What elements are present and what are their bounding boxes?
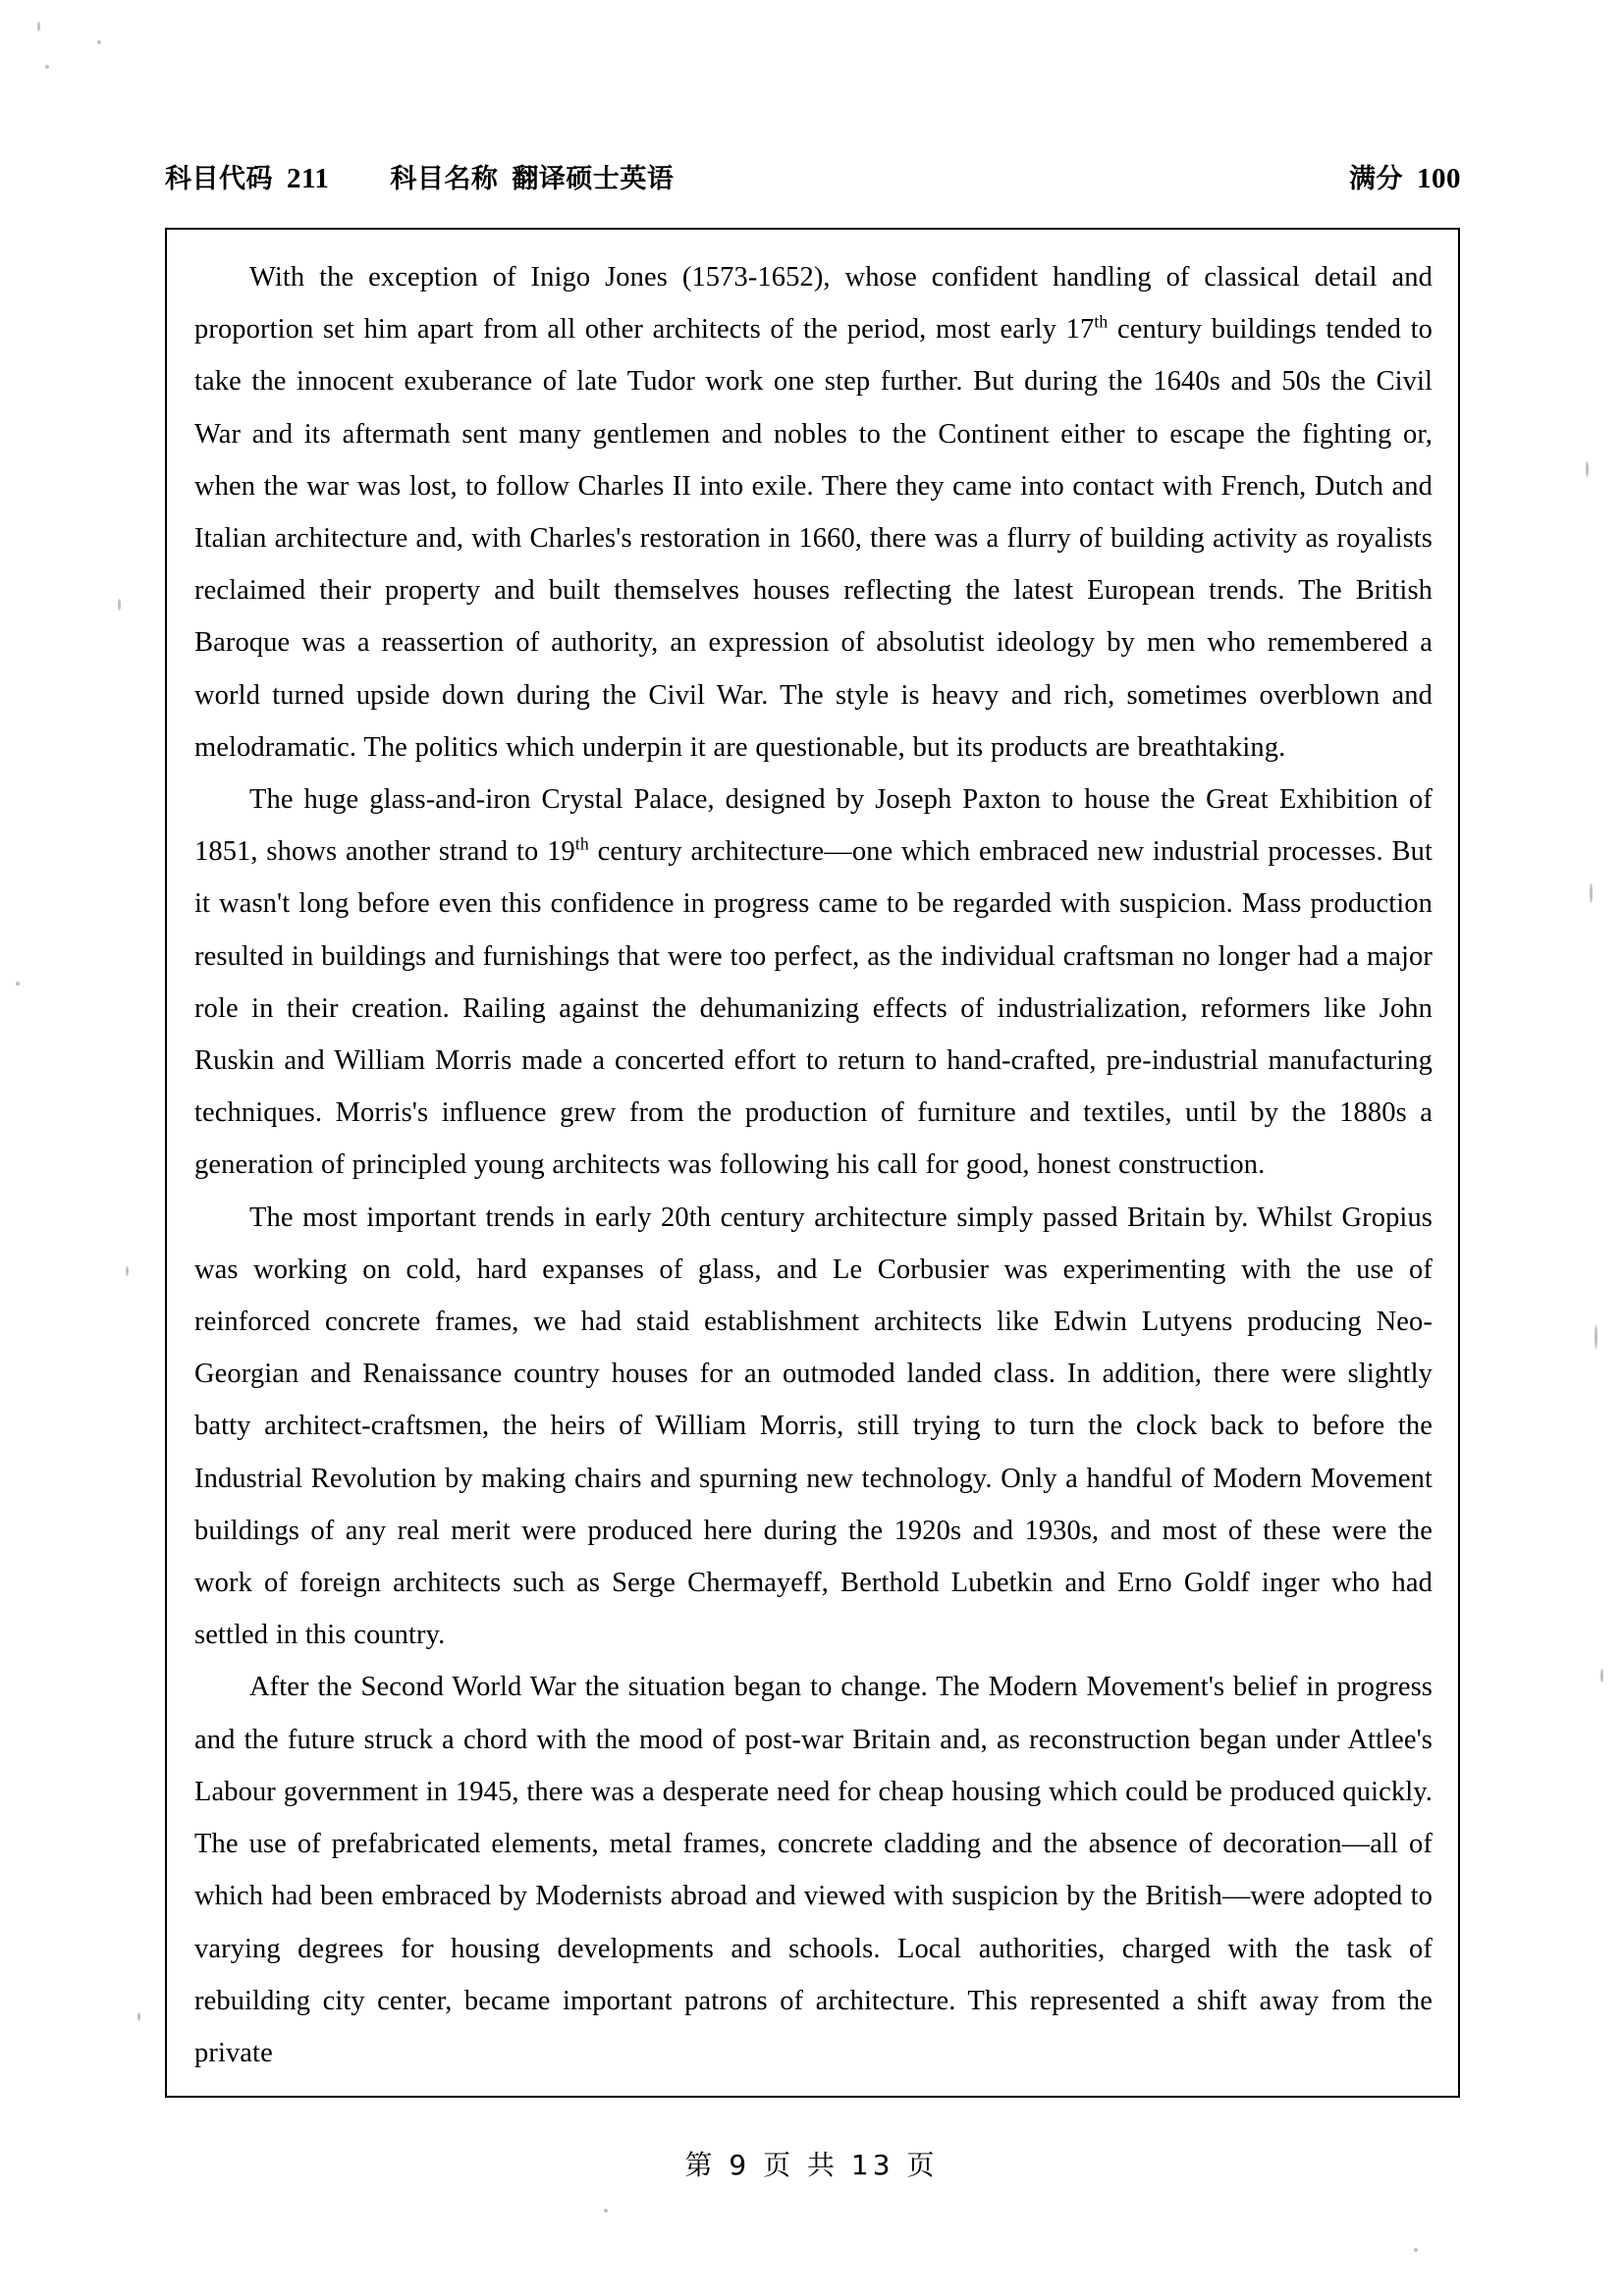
full-marks-value: 100 [1417,163,1461,194]
paragraph-1 [194,251,1433,774]
page-number-text: 第 9 页 共 13 页 [684,2149,939,2181]
page-footer [0,2144,1623,2183]
passage-text [167,230,1458,2079]
paragraph-2-text-b: century architecture—one which embraced new industrial processes. But it wasn't long before even this confidence in progress came to be regarded with suspicion. Mass production resulted in buildings and furnishings that were too perfect, as the individual craftsman no longer had a major role in their creation. Railing against the dehumanizing effects of industrialization, reformers like John Ruskin and William Morris made a concerted effort to return to hand-crafted, pre-industrial manufacturing techniques. Morris's influence grew from the production of furniture and textiles, until by the 1880s a generation of principled young architects was following his call for good, honest construction. [194,836,1433,1181]
paragraph-4-text-a: After the Second World War the situation began to change. The Modern Movement's belief in progress and the future struck a chord with the mood of post-war Britain and, as reconstruction began under Attlee's Labour government in 1945, there was a desperate need for cheap housing which could be produced quickly. The use of prefabricated elements, metal frames, concrete cladding and the absence of decoration—all of which had been embraced by Modernists abroad and viewed with suspicion by the British—were adopted to varying degrees for housing developments and schools. Local authorities, charged with the task of rebuilding city center, became important patrons of architecture. This represented a shift away from the private [194,1672,1433,2068]
full-marks-group [1349,157,1461,195]
paragraph-1-text-a: With the exception of Inigo Jones (1573-1652), whose confident handling of classical detail and proportion set him apart from all other architects of the period, most early 17 [194,262,1433,346]
paragraph-2-text-a: The huge glass-and-iron Crystal Palace, designed by Joseph Paxton to house the Great Exhibition of 1851, shows another strand to 19 [194,784,1433,868]
paragraph-4 [194,1661,1433,2079]
exam-header [165,157,1461,195]
paragraph-1-superscript: th [1094,311,1109,332]
paragraph-3 [194,1192,1433,1662]
subject-code-label: 科目代码 [165,164,273,194]
full-marks-label: 满分 [1349,164,1403,194]
subject-code-group [165,157,329,195]
paragraph-2 [194,774,1433,1192]
paragraph-1-text-b: century buildings tended to take the innocent exuberance of late Tudor work one step further. But during the 1640s and 50s the Civil War and its aftermath sent many gentlemen and nobles to the Continent either to escape the fighting or, when the war was lost, to follow Charles II into exile. There they came into contact with French, Dutch and Italian architecture and, with Charles's restoration in 1660, there was a flurry of building activity as royalists reclaimed their property and built themselves houses reflecting the latest European trends. The British Baroque was a reassertion of authority, an expression of absolutist ideology by men who remembered a world turned upside down during the Civil War. The style is heavy and rich, sometimes overblown and melodramatic. The politics which underpin it are questionable, but its products are breathtaking. [194,314,1433,763]
paragraph-3-text-a: The most important trends in early 20th century architecture simply passed Britain by. Whilst Gropius was working on cold, hard expanses of glass, and Le Corbusier was experimenting with the use of reinforced concrete frames, we had staid establishment architects like Edwin Lutyens producing Neo-Georgian and Renaissance country houses for an outmoded landed class. In addition, there were slightly batty architect-craftsmen, the heirs of William Morris, still trying to turn the clock back to before the Industrial Revolution by making chairs and spurning new technology. Only a handful of Modern Movement buildings of any real merit were produced here during the 1920s and 1930s, and most of these were the work of foreign architects such as Serge Chermayeff, Berthold Lubetkin and Erno Goldf inger who had settled in this country. [194,1201,1433,1651]
subject-name-value: 翻译硕士英语 [512,164,675,194]
subject-code-value: 211 [287,163,330,194]
subject-name-label: 科目名称 [390,164,499,194]
paragraph-2-superscript: th [574,833,589,854]
subject-name-group [390,157,674,195]
passage-box [165,228,1460,2098]
